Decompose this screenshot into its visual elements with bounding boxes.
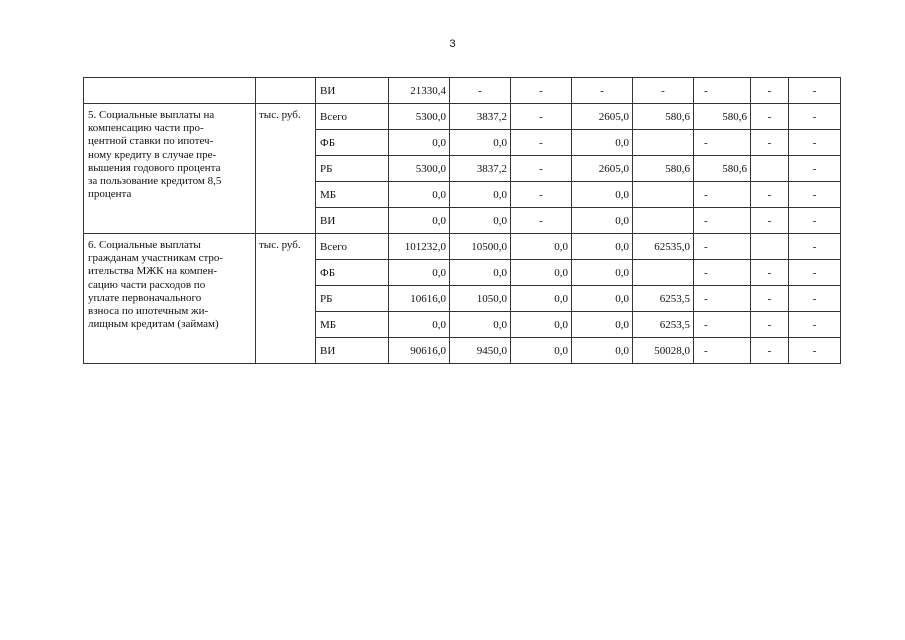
table-cell: - [789, 260, 841, 286]
table-cell: 62535,0 [633, 234, 694, 260]
table-cell: 0,0 [572, 286, 633, 312]
table-cell: - [789, 156, 841, 182]
table-cell: - [694, 130, 751, 156]
table-cell: - [789, 208, 841, 234]
table-cell: - [694, 78, 751, 104]
funding-source-cell: Всего [316, 234, 389, 260]
table-cell: 0,0 [511, 260, 572, 286]
table-row [84, 78, 841, 104]
table-cell: 0,0 [389, 312, 450, 338]
table-cell: 0,0 [389, 130, 450, 156]
measure-name-cell: 6. Социальные выплаты гражданам участникам стро- ительства МЖК на компен- сацию части расходов по уплате первоначального взноса по ипотечным жи- лищным кредитам (займам) [84, 234, 256, 364]
table-cell: 0,0 [572, 234, 633, 260]
empty-unit-cell [256, 78, 316, 104]
table-cell: - [751, 312, 789, 338]
table-cell: - [789, 286, 841, 312]
table-cell: 0,0 [572, 208, 633, 234]
table-cell: - [751, 286, 789, 312]
table-cell: - [751, 78, 789, 104]
table-cell: - [751, 208, 789, 234]
table-cell: - [694, 286, 751, 312]
table-cell: 90616,0 [389, 338, 450, 364]
table-cell: 0,0 [572, 312, 633, 338]
table-cell: 580,6 [633, 104, 694, 130]
table-cell: 580,6 [694, 104, 751, 130]
funding-source-cell: ФБ [316, 130, 389, 156]
funding-source-cell: ВИ [316, 338, 389, 364]
table-cell: - [751, 130, 789, 156]
table-cell: 1050,0 [450, 286, 511, 312]
table-cell: - [789, 338, 841, 364]
table-cell: 0,0 [572, 182, 633, 208]
table-row [84, 234, 841, 260]
table-cell: - [450, 78, 511, 104]
table-cell: - [694, 208, 751, 234]
table-cell [633, 208, 694, 234]
table-cell: 0,0 [572, 130, 633, 156]
table-cell [751, 156, 789, 182]
table-cell: - [789, 104, 841, 130]
table-cell: 0,0 [389, 260, 450, 286]
page-number: 3 [449, 38, 456, 50]
budget-table [83, 77, 841, 364]
table-cell: 0,0 [511, 234, 572, 260]
funding-source-cell: Всего [316, 104, 389, 130]
table-cell: - [751, 182, 789, 208]
table-cell: - [789, 182, 841, 208]
unit-cell: тыс. руб. [256, 234, 316, 364]
funding-source-cell: РБ [316, 286, 389, 312]
table-cell: 6253,5 [633, 286, 694, 312]
measure-name-cell: 5. Социальные выплаты на компенсацию части про- центной ставки по ипотеч- ному кредиту в случае пре- вышения годового процента за пользование кредитом 8,5 процента [84, 104, 256, 234]
table-cell: 2605,0 [572, 104, 633, 130]
table-cell: 50028,0 [633, 338, 694, 364]
table-cell: 580,6 [694, 156, 751, 182]
table-cell: 101232,0 [389, 234, 450, 260]
table-cell: - [789, 78, 841, 104]
table-cell: 9450,0 [450, 338, 511, 364]
table-cell [633, 260, 694, 286]
table-row [84, 104, 841, 130]
table-cell: 0,0 [450, 208, 511, 234]
unit-cell: тыс. руб. [256, 104, 316, 234]
table-cell: 0,0 [511, 286, 572, 312]
table-cell: 0,0 [450, 260, 511, 286]
table-cell: - [694, 182, 751, 208]
table-cell [633, 182, 694, 208]
table-cell: 5300,0 [389, 156, 450, 182]
table-cell: 0,0 [572, 260, 633, 286]
table-cell: 0,0 [511, 338, 572, 364]
table-cell: 21330,4 [389, 78, 450, 104]
table-cell: 3837,2 [450, 156, 511, 182]
table-cell: 0,0 [450, 182, 511, 208]
table-cell: - [511, 182, 572, 208]
table-cell: 0,0 [450, 130, 511, 156]
table-cell: - [751, 338, 789, 364]
table-cell: - [694, 338, 751, 364]
table-cell: - [511, 78, 572, 104]
table-cell: 0,0 [389, 182, 450, 208]
table-cell: - [789, 234, 841, 260]
table-cell: - [694, 234, 751, 260]
funding-source-cell: ФБ [316, 260, 389, 286]
funding-source-cell: РБ [316, 156, 389, 182]
table-cell: - [751, 104, 789, 130]
table-cell: - [789, 130, 841, 156]
table-cell: - [511, 104, 572, 130]
table-cell: 10616,0 [389, 286, 450, 312]
table-cell: - [694, 312, 751, 338]
table-cell: 0,0 [450, 312, 511, 338]
funding-source-cell: ВИ [316, 78, 389, 104]
table-cell: 3837,2 [450, 104, 511, 130]
table-cell: - [694, 260, 751, 286]
table-cell: 0,0 [572, 338, 633, 364]
table-cell [751, 234, 789, 260]
table-cell: 0,0 [511, 312, 572, 338]
funding-source-cell: МБ [316, 182, 389, 208]
table-cell: 580,6 [633, 156, 694, 182]
funding-source-cell: ВИ [316, 208, 389, 234]
table-cell: 10500,0 [450, 234, 511, 260]
table-cell: - [789, 312, 841, 338]
table-cell: 5300,0 [389, 104, 450, 130]
table-cell: - [572, 78, 633, 104]
table-cell: 0,0 [389, 208, 450, 234]
table-cell: - [633, 78, 694, 104]
empty-name-cell [84, 78, 256, 104]
table-cell: - [511, 130, 572, 156]
table-cell: - [511, 208, 572, 234]
table-cell: - [751, 260, 789, 286]
table-cell: - [511, 156, 572, 182]
table-cell [633, 130, 694, 156]
funding-source-cell: МБ [316, 312, 389, 338]
table-cell: 2605,0 [572, 156, 633, 182]
table-cell: 6253,5 [633, 312, 694, 338]
